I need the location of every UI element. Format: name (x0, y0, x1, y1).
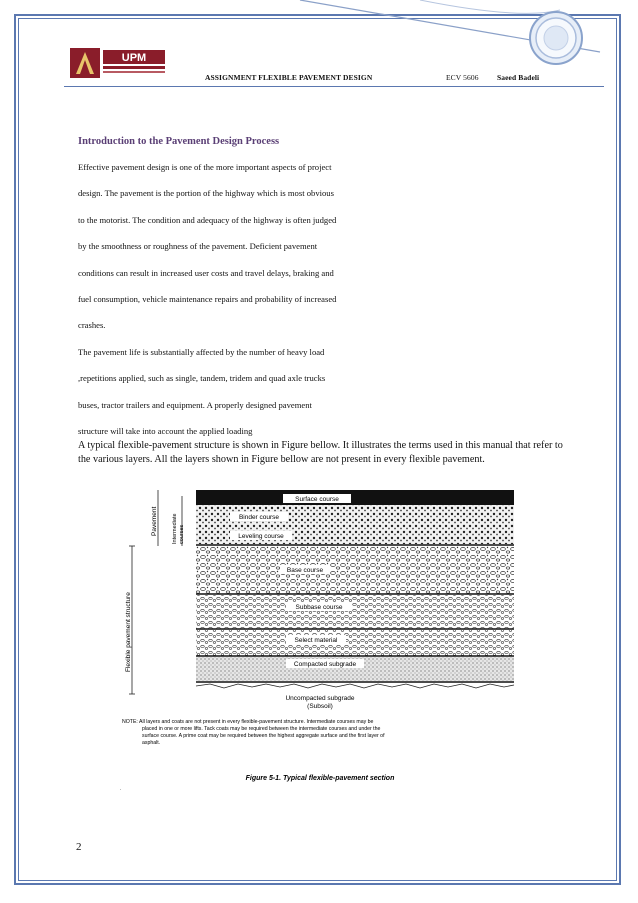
body-line: design. The pavement is the portion of the highway which is most obvious (78, 188, 334, 199)
header-course-code: ECV 5606 (446, 73, 479, 82)
body-line: ,repetitions applied, such as single, tandem, tridem and quad axle trucks (78, 373, 326, 384)
figure-caption: Figure 5-1. Typical flexible-pavement section (245, 775, 395, 782)
uncompacted-label: Uncompacted subgrade (285, 695, 355, 702)
body-text (78, 154, 538, 444)
logo-text: UPM (121, 52, 147, 64)
header-author: Saeed Badeli (497, 73, 540, 82)
header-rule (64, 86, 604, 87)
note-line: surface course. A prime coat may be required between the highest aggregate surface and the first layer of (142, 733, 385, 739)
intro-paragraph: A typical flexible-pavement structure is shown in Figure bellow. It illustrates the terms used in this manual that refer to the various layers. All the layers shown in Figure bellow are not present in every flexible pavement. (78, 440, 563, 465)
page-number: 2 (76, 841, 82, 853)
layer-subbase-label: Subbase course (295, 604, 343, 611)
body-line: Effective pavement design is one of the more important aspects of project (78, 162, 332, 172)
body-line: to the motorist. The condition and adequacy of the highway is often judged (78, 214, 337, 225)
section-heading: Introduction to the Pavement Design Process (78, 136, 280, 147)
layer-binder-label: Binder course (238, 514, 280, 521)
body-line: crashes. (78, 320, 106, 331)
label-intermediate: Intermediate (172, 513, 178, 544)
header-title: ASSIGNMENT FLEXIBLE PAVEMENT DESIGN (205, 73, 373, 82)
body-line: structure will take into account the applied loading (78, 426, 253, 437)
layer-compacted-label: Compacted subgrade (293, 661, 357, 668)
body-line: by the smoothness or roughness of the pavement. Deficient pavement (78, 241, 318, 252)
body-line: conditions can result in increased user costs and travel delays, braking and (78, 267, 334, 278)
upm-logo (70, 46, 170, 82)
label-flexible-structure: Flexible pavement structure (125, 592, 132, 672)
note-line: NOTE: All layers and coats are not present in every flexible-pavement structure. Intermediate courses may be (122, 719, 374, 725)
body-line: fuel consumption, vehicle maintenance repairs and probability of increased (78, 294, 337, 305)
body-line: The pavement life is substantially affected by the number of heavy load (78, 346, 325, 357)
subsoil-label: (Subsoil) (307, 703, 333, 710)
body-line: buses, tractor trailers and equipment. A properly designed pavement (78, 399, 312, 410)
note-line: placed in one or more lifts. Tack coats may be required between the intermediate courses and under the (142, 726, 381, 732)
stray-mark: . (120, 787, 122, 792)
layer-base-label: Base course (286, 567, 324, 574)
layer-select-label: Select material (294, 637, 338, 644)
pavement-section-figure (120, 482, 520, 792)
layer-leveling-label: Leveling course (238, 533, 284, 540)
layer-surface-label: Surface course (295, 496, 339, 503)
label-pavement: Pavement (151, 506, 158, 536)
note-line: asphalt. (142, 740, 161, 746)
label-courses: courses (179, 524, 185, 544)
